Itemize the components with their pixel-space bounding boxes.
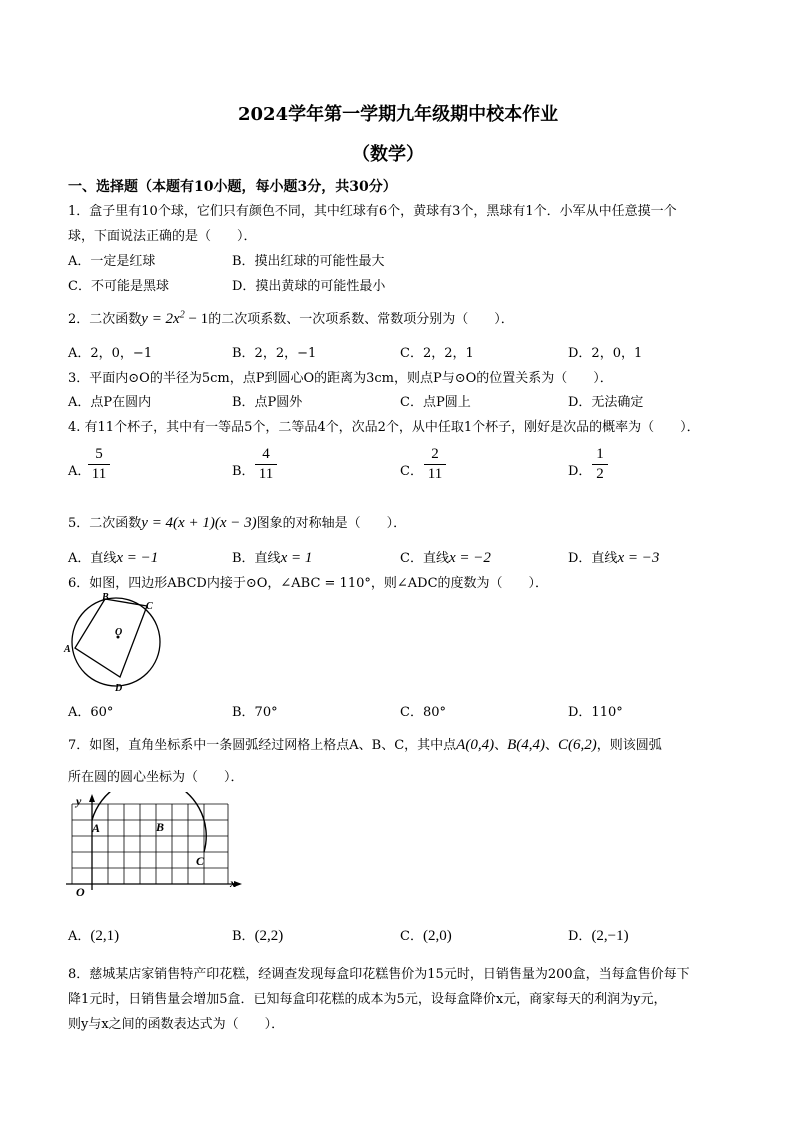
q3-option-a: A．点P在圆内 <box>68 395 152 410</box>
q2-option-a: A．2，0，−1 <box>68 346 153 361</box>
q4-option-c-label: C． <box>400 464 423 479</box>
q8-stem-line1: 8．慈城某店家销售特产印花糕，经调查发现每盒印花糕售价为15元时，日销售量为200盒，当每盒售价每下 <box>68 967 690 982</box>
page-title: 2024学年第一学期九年级期中校本作业 <box>238 104 559 125</box>
q2-option-d: D．2，0，1 <box>568 346 643 361</box>
q1-option-c: C．不可能是黑球 <box>68 279 169 294</box>
q7-option-c: C．(2,0) <box>400 928 452 944</box>
q7-c-value: (2,0) <box>422 928 452 944</box>
q8-stem-line2: 降1元时，日销售量会增加5盒．已知每盒印花糕的成本为5元，设每盒降价x元，商家每天的利润为y元， <box>68 992 667 1007</box>
q7-b-value: (2,2) <box>254 928 284 944</box>
q5-option-b: B．直线x = 1 <box>232 550 313 566</box>
q1-stem-line1: 1．盒子里有10个球，它们只有颜色不同，其中红球有6个，黄球有3个，黑球有1个．小军从中任意摸一个 <box>68 204 677 219</box>
q3-stem: 3．平面内⊙O的半径为5cm，点P到圆心O的距离为3cm，则点P与⊙O的位置关系为（ ）． <box>68 371 613 386</box>
q1-option-b: B．摸出红球的可能性最大 <box>232 254 385 269</box>
q7-point-b: B(4,4) <box>507 737 545 753</box>
grid-lines <box>72 804 228 884</box>
q6-option-b: B．70° <box>232 705 278 720</box>
q4-b-denominator: 11 <box>258 466 274 482</box>
q7-stem-line1: 7．如图，直角坐标系中一条圆弧经过网格上格点A、B、C，其中点A(0,4)、B(4,4)、C(6,2)，则该圆弧 <box>68 737 662 753</box>
q3-option-d: D．无法确定 <box>568 395 644 410</box>
label-b: B <box>102 592 109 603</box>
q2-stem-pre: 2．二次函数 <box>68 312 142 327</box>
q7-option-d: D．(2,−1) <box>568 928 629 944</box>
q5-option-a: A．直线x = −1 <box>68 550 159 566</box>
q5-option-d: D．直线x = −3 <box>568 550 660 566</box>
q6-option-c: C．80° <box>400 705 446 720</box>
page-subtitle: （数学） <box>352 144 424 165</box>
q4-a-numerator: 5 <box>95 446 103 462</box>
q6-stem: 6．如图，四边形ABCD内接于⊙O，∠ABC = 110°，则∠ADC的度数为（ ）． <box>68 576 549 591</box>
q7-grid-figure <box>62 792 252 902</box>
label-c: C <box>146 601 153 612</box>
q4-option-a-fraction <box>88 446 110 483</box>
q2-formula-part2: − 1 <box>184 311 209 327</box>
q4-option-b-label: B． <box>232 464 255 479</box>
q8-stem-line3: 则y与x之间的函数表达式为（ ）． <box>68 1017 285 1032</box>
q5-stem-pre: 5．二次函数 <box>68 516 142 531</box>
q2-stem-post: 的二次项系数、一次项系数、常数项分别为（ ）． <box>208 312 514 327</box>
q5-d-value: x = −3 <box>617 550 660 566</box>
q5-formula: y = 4(x + 1)(x − 3) <box>141 515 257 531</box>
label-x: x <box>230 876 236 890</box>
q4-d-numerator: 1 <box>596 446 604 462</box>
q6-option-a: A．60° <box>68 705 114 720</box>
q7-point-a: A(0,4) <box>456 737 495 753</box>
q6-circle-figure <box>60 590 172 698</box>
q4-c-denominator: 11 <box>427 466 443 482</box>
label-d: D <box>115 683 123 694</box>
q2-stem <box>68 308 514 328</box>
label-a: A <box>92 821 101 835</box>
q5-c-value: x = −2 <box>448 550 491 566</box>
y-axis-arrow <box>89 794 95 802</box>
q5-b-value: x = 1 <box>280 550 313 566</box>
q2-option-c: C．2，2，1 <box>400 346 474 361</box>
q4-d-denominator: 2 <box>596 466 604 482</box>
q4-a-denominator: 11 <box>91 466 107 482</box>
q5-a-value: x = −1 <box>116 550 159 566</box>
label-b: B <box>156 820 165 834</box>
q7-stem-line2: 所在圆的圆心坐标为（ ）． <box>68 770 244 785</box>
q4-stem: 4. 有11个杯子，其中有一等品5个，二等品4个，次品2个，从中任取1个杯子，刚好是次品的概率为（ ）． <box>68 420 700 435</box>
q2-formula-exponent: 2 <box>179 309 185 321</box>
q7-option-b: B．(2,2) <box>232 928 284 944</box>
q7-option-a: A．(2,1) <box>68 928 120 944</box>
q4-option-d-label: D． <box>568 464 592 479</box>
q5-stem <box>68 512 406 532</box>
q4-option-c-fraction <box>424 446 446 483</box>
section-heading: 一、选择题（本题有10小题，每小题3分，共30分） <box>68 179 397 195</box>
q2-option-b: B．2，2，−1 <box>232 346 317 361</box>
circular-arc <box>92 792 206 852</box>
q5-option-c: C．直线x = −2 <box>400 550 491 566</box>
q7-a-value: (2,1) <box>90 928 120 944</box>
q6-option-d: D．110° <box>568 705 623 720</box>
q7-point-c: C(6,2) <box>558 737 597 753</box>
q1-option-a: A．一定是红球 <box>68 254 156 269</box>
q4-option-b-fraction <box>255 446 277 483</box>
q2-formula-part1: y = 2x <box>141 311 180 327</box>
q4-option-d-fraction <box>592 446 608 483</box>
q5-stem-post: 图象的对称轴是（ ）． <box>256 516 407 531</box>
q1-stem-line2: 球，下面说法正确的是（ ）． <box>68 229 257 244</box>
label-o: O <box>115 627 123 638</box>
label-a: A <box>64 644 71 655</box>
q4-c-numerator: 2 <box>431 446 439 462</box>
label-o: O <box>76 885 85 899</box>
q7-d-value: (2,−1) <box>591 928 629 944</box>
q4-option-a-label: A． <box>68 464 91 479</box>
label-c: C <box>196 854 205 868</box>
q3-option-b: B．点P圆外 <box>232 395 303 410</box>
q3-option-c: C．点P圆上 <box>400 395 471 410</box>
q1-option-d: D．摸出黄球的可能性最小 <box>232 279 386 294</box>
q4-b-numerator: 4 <box>262 446 270 462</box>
label-y: y <box>76 794 82 808</box>
